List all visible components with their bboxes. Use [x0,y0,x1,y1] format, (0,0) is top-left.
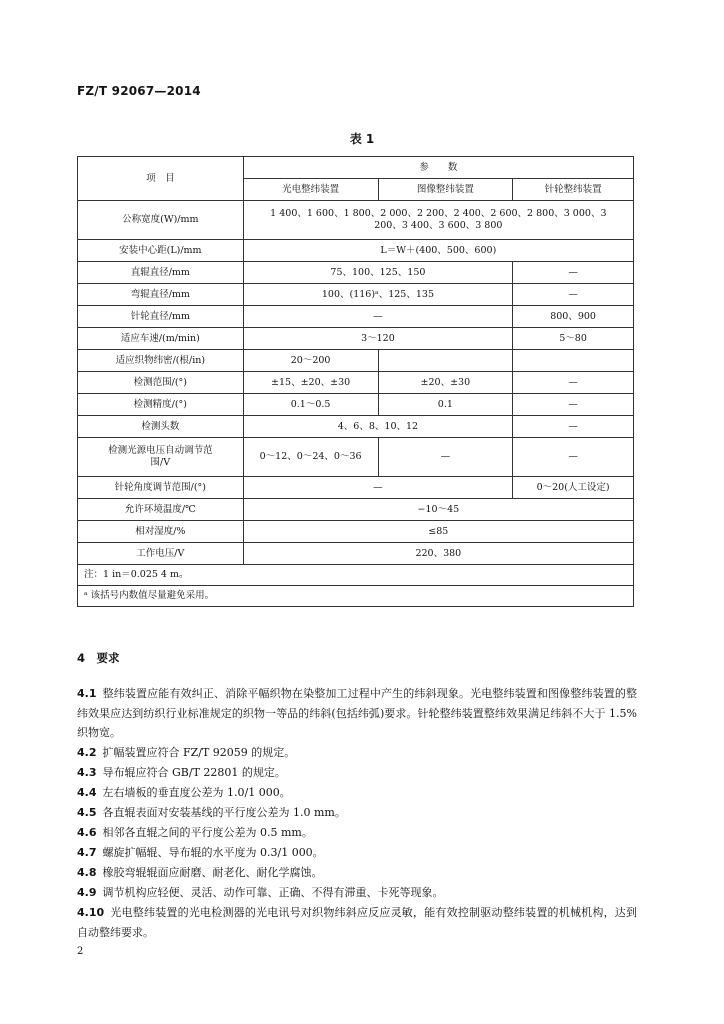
table-title: 表 1 [349,132,375,146]
row-label: 针轮角度调节范围/(°) [78,477,244,499]
cell: ±15、±20、±30 [243,372,378,394]
cell: — [378,438,513,477]
parameter-table [77,156,634,607]
table-row [78,416,634,438]
clause-4-3 [77,763,637,783]
clause-text: 调节机构应轻便、灵活、动作可靠、正确、不得有滞重、卡死等现象。 [102,886,444,899]
cell: ≤85 [243,521,633,543]
clause-4-2 [77,743,637,763]
clause-4-10 [77,903,637,942]
cell: 800、900 [513,306,634,328]
clause-text: 相邻各直辊之间的平行度公差为 0.5 mm。 [102,826,313,839]
row-label: 适应织物纬密/(根/in) [78,350,244,372]
table-row [78,284,634,306]
clause-4-4 [77,783,637,803]
table-row [78,240,634,262]
clause-number: 4.2 [77,746,97,759]
cell: 0.1～0.5 [243,394,378,416]
clause-text: 导布辊应符合 GB/T 22801 的规定。 [102,766,286,779]
header-col-pin-wheel: 针轮整纬装置 [513,179,634,201]
cell: — [513,372,634,394]
cell: — [243,477,513,499]
cell: 100、(116)ᵃ、125、135 [243,284,513,306]
cell-empty [378,350,513,372]
cell-empty [513,350,634,372]
clause-text: 光电整纬装置的光电检测器的光电讯号对织物纬斜应反应灵敏，能有效控制驱动整纬装置的机械机构，达到自动整纬要求。 [77,906,637,939]
table-header-row [78,157,634,179]
clause-4-9 [77,883,637,903]
clause-number: 4.9 [77,886,97,899]
row-label: 相对湿度/% [78,521,244,543]
row-label: 检测头数 [78,416,244,438]
table-row [78,306,634,328]
row-label: 公称宽度(W)/mm [78,201,244,240]
cell: 0～12、0～24、0～36 [243,438,378,477]
row-label: 针轮直径/mm [78,306,244,328]
clause-number: 4.7 [77,846,97,859]
cell: 4、6、8、10、12 [243,416,513,438]
cell: 3～120 [243,328,513,350]
table-row [78,372,634,394]
table-footnote: ᵃ 该括号内数值尽量避免采用。 [78,586,634,607]
cell: 220、380 [243,543,633,565]
cell: 0.1 [378,394,513,416]
clause-4-8 [77,863,637,883]
table-row [78,350,634,372]
section-heading: 4 要求 [77,651,120,665]
clause-text: 左右墙板的垂直度公差为 1.0/1 000。 [102,786,291,799]
standard-code: FZ/T 92067—2014 [77,84,201,98]
header-item: 项 目 [78,157,244,201]
table-footnote-row [78,586,634,607]
table-note: 注：1 in＝0.025 4 m。 [78,565,634,586]
row-label: 允许环境温度/℃ [78,499,244,521]
row-label: 工作电压/V [78,543,244,565]
clause-4-7 [77,843,637,863]
table-row [78,543,634,565]
clause-number: 4.6 [77,826,97,839]
clause-number: 4.8 [77,866,97,879]
table-row [78,477,634,499]
cell: — [513,416,634,438]
cell: — [513,394,634,416]
clause-4-1 [77,684,637,743]
clause-text: 整纬装置应能有效纠正、消除平幅织物在染整加工过程中产生的纬斜现象。光电整纬装置和图像整纬装置的整纬效果应达到纺织行业标准规定的织物一等品的纬斜(包括纬弧)要求。针轮整纬装置整纬效果满足纬斜不大于 1.5%织物宽。 [77,687,637,740]
row-label: 直辊直径/mm [78,262,244,284]
clause-4-6 [77,823,637,843]
table-row [78,521,634,543]
cell: L＝W＋(400、500、600) [243,240,633,262]
row-label: 弯辊直径/mm [78,284,244,306]
table-row [78,438,634,477]
clause-text: 螺旋扩幅辊、导布辊的水平度为 0.3/1 000。 [102,846,324,859]
table-row [78,499,634,521]
table-row [78,328,634,350]
clause-number: 4.4 [77,786,97,799]
clause-text: 橡胶弯辊辊面应耐磨、耐老化、耐化学腐蚀。 [102,866,323,879]
page-number: 2 [77,946,84,957]
table-note-row [78,565,634,586]
cell: 75、100、125、150 [243,262,513,284]
row-label: 安装中心距(L)/mm [78,240,244,262]
cell: 1 400、1 600、1 800、2 000、2 200、2 400、2 600、2 800、3 000、3 200、3 400、3 600、3 800 [243,201,633,240]
cell: — [513,262,634,284]
table-row [78,201,634,240]
row-label: 检测范围/(°) [78,372,244,394]
cell: 20～200 [243,350,378,372]
cell: −10～45 [243,499,633,521]
header-col-image: 图像整纬装置 [378,179,513,201]
cell: — [513,438,634,477]
cell: ±20、±30 [378,372,513,394]
clause-4-5 [77,803,637,823]
clause-text: 各直辊表面对安装基线的平行度公差为 1.0 mm。 [102,806,346,819]
header-col-photoelectric: 光电整纬装置 [243,179,378,201]
clause-number: 4.5 [77,806,97,819]
row-label: 检测光源电压自动调节范围/V [78,438,244,477]
header-params: 参 数 [243,157,633,179]
clause-number: 4.3 [77,766,97,779]
table-row [78,394,634,416]
table-row [78,262,634,284]
clause-number: 4.1 [77,687,97,700]
cell: 5～80 [513,328,634,350]
clause-text: 扩幅装置应符合 FZ/T 92059 的规定。 [102,746,296,759]
clause-number: 4.10 [77,906,105,919]
row-label: 适应车速/(m/min) [78,328,244,350]
cell: — [243,306,513,328]
cell: — [513,284,634,306]
row-label: 检测精度/(°) [78,394,244,416]
cell: 0～20(人工设定) [513,477,634,499]
